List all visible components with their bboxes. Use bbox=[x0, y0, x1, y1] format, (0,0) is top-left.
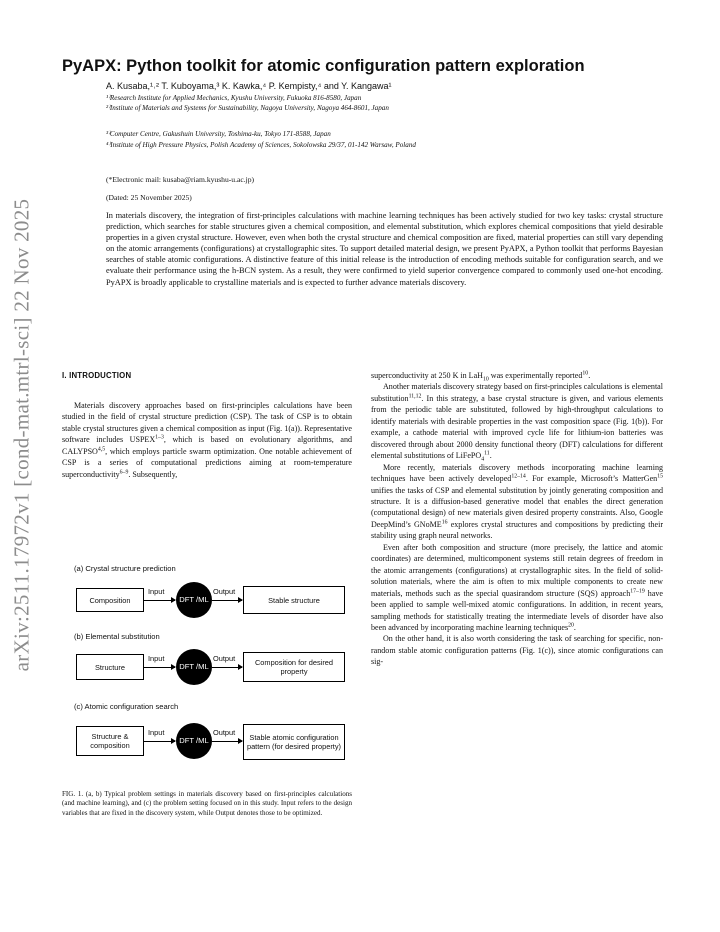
intro-paragraph-2: Another materials discovery strategy based on first-principles calculations is elemental substitution$^{11,12}$. In this strategy, a base crystal structure is given, and various elements from the periodic table are substituted, followed by high-throughput calculations to identify materials with desirable properties in the vast composition space (Fig. 1(b)). For example, a cathode material with improved cycle life for lithium-ion batteries was discovered through about 2000 density functional theory (DFT) calculations for different elemental substitutions of LiFePO$_4^{11}$. bbox=[371, 382, 663, 463]
citation: 15 bbox=[657, 473, 664, 480]
citation: 20 bbox=[568, 622, 574, 629]
citation: 16 bbox=[441, 519, 448, 526]
output-arrow-label: Output bbox=[213, 587, 236, 596]
citation: 10 bbox=[582, 370, 589, 377]
dft-ml-node: DFT /ML bbox=[176, 649, 212, 685]
citation: 17–19 bbox=[630, 587, 645, 594]
citation: 1–3 bbox=[155, 434, 164, 441]
panel-b-label: (b) Elemental substitution bbox=[74, 632, 160, 641]
panel-a-output-box: Stable structure bbox=[243, 586, 345, 614]
arxiv-identifier-stamp bbox=[4, 200, 40, 670]
citation: 11,12 bbox=[408, 393, 422, 400]
input-arrow-label: Input bbox=[148, 654, 165, 663]
intro-paragraph-continued: superconductivity at 250 K in LaH$_{10}$ was experimentally reported$^{10}$. bbox=[371, 370, 591, 383]
left-column-text bbox=[62, 400, 352, 480]
intro-paragraph-4: Even after both composition and structure (more precisely, the lattice and atomic coordinates) are determined, multicomponent systems still retain degrees of freedom in the atomic arrangements (configurations) at crystallographic sites. In the field of solid-solution materials, where the aim is often to mix multiple components to create new materials, methods such as the special quasirandom structure (SQS) approach$^{17-19}$ have been applied to sample well-mixed atomic configurations. In addition, in recent years, sampling methods for statistically treating the intermediate levels of disorder have also been advanced by incorporating machine learning techniques$^{20}$. bbox=[371, 542, 663, 632]
affiliation-1: ¹⁾Research Institute for Applied Mechanics, Kyushu University, Fukuoka 816-8580, Japan bbox=[106, 94, 362, 102]
output-arrow-label: Output bbox=[213, 654, 236, 663]
intro-paragraph-5: On the other hand, it is also worth considering the task of searching for specific, non-random stable atomic configuration patterns (Fig. 1(c)), since atomic configurations can sig- bbox=[371, 634, 663, 667]
section-heading-introduction: I. INTRODUCTION bbox=[62, 371, 132, 380]
citation: 12–14 bbox=[511, 473, 526, 480]
panel-c-output-box: Stable atomic configuration pattern (for desired property) bbox=[243, 724, 345, 760]
figure-1-diagram bbox=[62, 558, 362, 778]
paper-title: PyAPX: Python toolkit for atomic configuration pattern exploration bbox=[62, 57, 585, 75]
panel-a-label: (a) Crystal structure prediction bbox=[74, 564, 176, 573]
affiliation-4: ⁴⁾Institute of High Pressure Physics, Polish Academy of Sciences, Sokolowska 29/37, 01-142 Warsaw, Poland bbox=[106, 141, 416, 149]
abstract: In materials discovery, the integration of first-principles calculations with machine learning techniques has been actively studied for two key tasks: crystal structure prediction, which searches for stable structures given a chemical composition, and elemental substitution, which explores chemical compositions that yield desirable properties in a given crystal structure. However, even when both the crystal structure and chemical composition are fixed, material properties can still vary depending on the atomic arrangements (configurations) at crystallographic sites. To support detailed material design, we present PyAPX, a Python toolkit that performs Bayesian searches of stable atomic configurations. A distinctive feature of this initial release is the introduction of encoding methods suitable for configuration search, and we evaluate their performance using the h-BCN system. As a result, they were confirmed to yield superior convergence compared to commonly used one-hot encoding. PyAPX is broadly applicable to crystalline materials and is expected to further advance materials discovery. bbox=[106, 211, 663, 287]
dft-ml-node: DFT /ML bbox=[176, 582, 212, 618]
dft-ml-node: DFT /ML bbox=[176, 723, 212, 759]
affiliation-2: ²⁾Institute of Materials and Systems for Sustainability, Nagoya University, Nagoya 464-8601, Japan bbox=[106, 104, 389, 112]
panel-c-label: (c) Atomic configuration search bbox=[74, 702, 179, 711]
figure-1-caption: FIG. 1. (a, b) Typical problem settings in materials discovery based on first-principles calculations (and machine learning), and (c) the problem setting focused on in this study. Input refers to the design variables that are fixed in the discovery system, while Output denotes those to be optimized. bbox=[62, 790, 352, 817]
affiliation-3: ³⁾Computer Centre, Gakushuin University, Toshima-ku, Tokyo 171-8588, Japan bbox=[106, 130, 331, 138]
arxiv-stamp-text: arXiv:2511.17972v1 [cond-mat.mtrl-sci] 22 Nov 2025 bbox=[9, 198, 34, 672]
citation: 4,5 bbox=[97, 446, 106, 453]
intro-paragraph-1: Materials discovery approaches based on first-principles calculations have been studied in the field of crystal structure prediction (CSP). The task of CSP is to obtain stable crystal structures given a chemical composition as input (Fig. 1(a)). Representative software includes USPEX$^{1-3}$, which is based on evolutionary algorithms, and CALYPSO$^{4,5}$, which employs particle swarm optimization. One notable achievement of CSP is a series of computational predictions aiming at room-temperature superconductivity$^{6-9}$. Subsequently, bbox=[62, 401, 352, 479]
output-arrow-label: Output bbox=[213, 728, 236, 737]
intro-paragraph-3: More recently, materials discovery methods incorporating machine learning techniques have been actively developed$^{12-14}$. For example, Microsoft’s MatterGen$^{15}$ unifies the tasks of CSP and elemental substitution by jointly generating composition and structure. It is a diffusion-based generative model that enables the direct generation (computational design) of new materials given desired property constraints. Also, Google DeepMind’s GNoME$^{16}$ explores crystal structures and compositions by predicting their stability using graph neural networks. bbox=[371, 462, 664, 541]
corresponding-email: (*Electronic mail: kusaba@riam.kyushu-u.ac.jp) bbox=[106, 175, 255, 184]
right-column-text bbox=[371, 370, 663, 668]
citation: 6–9 bbox=[119, 469, 129, 476]
panel-c-input-box: Structure & composition bbox=[76, 726, 144, 756]
input-arrow-label: Input bbox=[148, 587, 165, 596]
input-arrow-label: Input bbox=[148, 728, 165, 737]
panel-a-input-box: Composition bbox=[76, 588, 144, 612]
panel-b-input-box: Structure bbox=[76, 654, 144, 680]
date-line: (Dated: 25 November 2025) bbox=[106, 193, 192, 202]
author-list: A. Kusaba,¹˒² T. Kuboyama,³ K. Kawka,⁴ P. Kempisty,⁴ and Y. Kangawa¹ bbox=[106, 81, 392, 91]
citation: 11 bbox=[484, 450, 490, 457]
panel-b-output-box: Composition for desired property bbox=[243, 652, 345, 682]
